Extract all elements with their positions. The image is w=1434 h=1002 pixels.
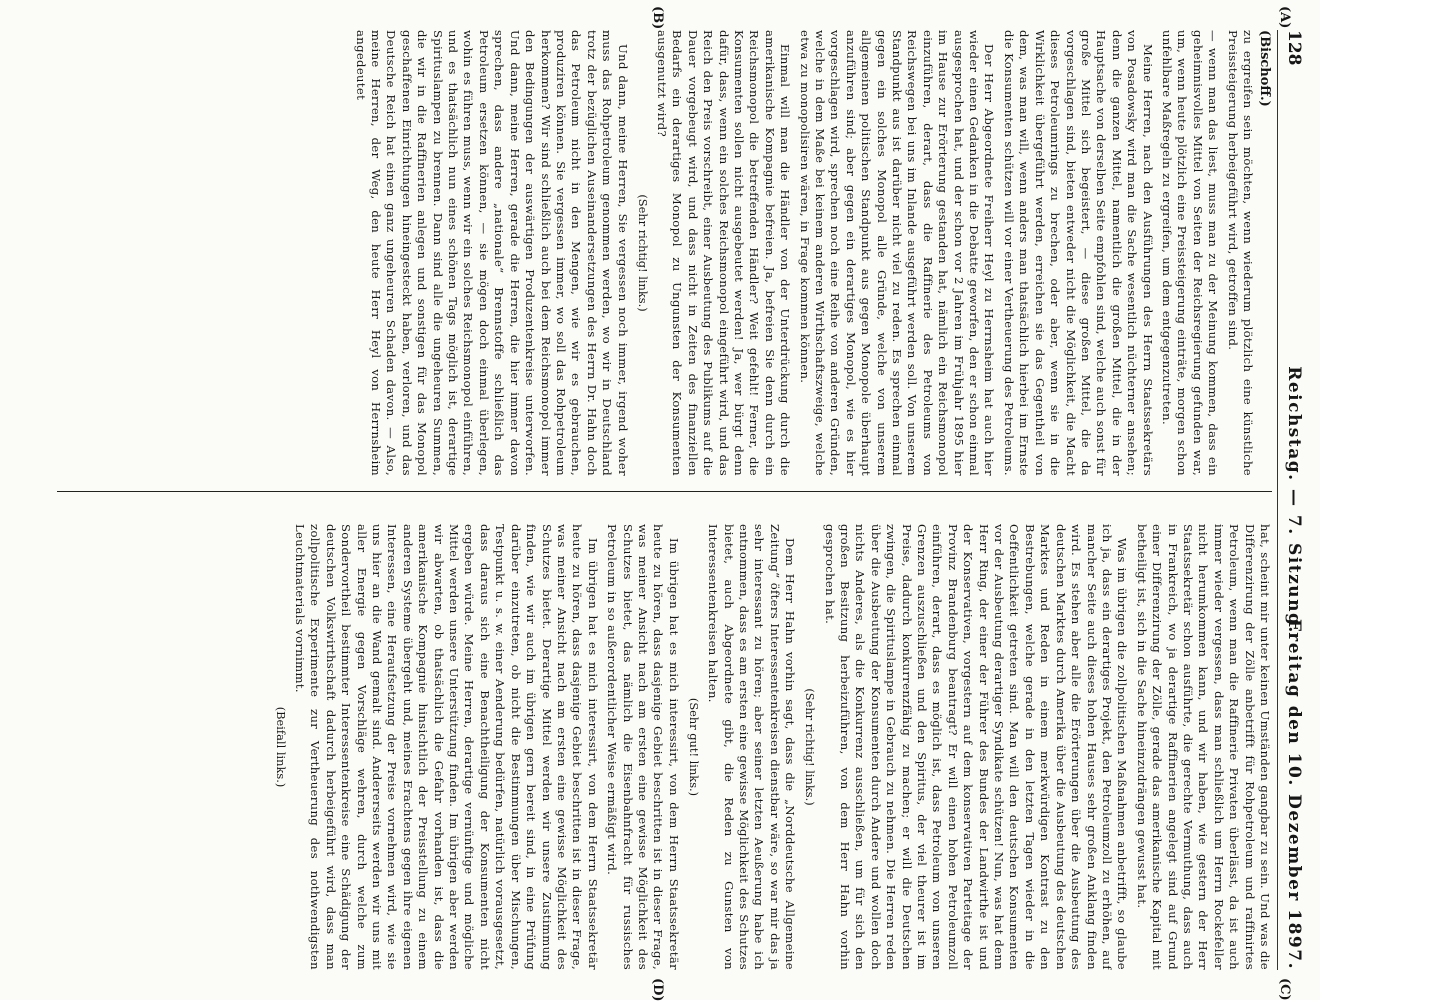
paragraph: Der Herr Abgeordnete Freiherr Heyl zu Herrnsheim hat auch hier wieder einen Gedanken in die Debatte geworfen, den er schon einmal ausgesprochen hat, und der schon vor 2 Jahren im Frühjahr 1895 hier im Hause zur Erörterung gestanden hat, nämlich ein Reichsmonopol einzuführen, derart, dass die Raffinerie des Petroleums von Reichswegen bei uns im Inlande ausgeführt werden soll. Von unserem Standpunkt aus ist darüber nicht viel zu reden. Es sprechen einmal gegen ein solches Monopol alle Gründe, welche von unserem allgemeinen politischen Standpunkt aus gegen Monopole überhaupt anzuführen sind; aber gegen ein derartiges Monopol, wie es hier vorgeschlagen wird, sprechen noch eine Reihe von anderen Gründen, welche in dem Maße bei keinem anderen Wirthschaftszweige, welche etwa zu monopolisiren wären, in Frage kommen können. — [797, 30, 997, 476]
paragraph: Im übrigen hat es mich interessirt, von dem Herrn Staatssekretär heute zu hören, dass dasjenige Gebiet beschritten ist in dieser Frage, was meiner Ansicht nach am ersten eine gewisse Möglichkeit des Schutzes bietet. Derartige Mittel werden wir unsere Zustimmung finden, wie wir auch im übrigen gern bereit sind, in eine Prüfung darüber einzutreten, ob nicht die Bestimmungen über Mischungen, Testpunkt u. s. w. einer Aenderung bedürfen, natürlich vorausgesetzt, dass daraus sich eine Benachtheiligung der Konsumenten nicht ergeben würde. Meine Herren, derartige vernünftige und mögliche Mittel werden unsere Unterstützung finden. Im übrigen aber werden wir abwarten, ob thatsächlich die Gefahr vorhanden ist, dass die amerikanische Kompagnie hinsichtlich der Preisstellung zu einem anderen Systeme übergeht und, meines Erachtens gegen ihre eigenen Interessen, eine Heraufsetzung der Preise vornehmen wird, wie sie uns hier an die Wand gemalt sind. Andererseits werden wir uns mit aller Energie gegen Vorschläge wehren, durch welche zum Sondervortheil bestimmter Interessentenkreise eine Schädigung der deutschen Volkswirthschaft dadurch herbeigeführt wird, dass man zollpolitische Experimente zur Vertheuerung des nothwendigsten Leuchtmaterials vornimmt. — [293, 524, 600, 970]
right-column — [57, 524, 1272, 970]
paragraph: zu ergreifen sein möchten, wenn wiederum plötzlich eine künstliche Preissteigerung herbeigeführt wird, getroffen sind. — [1225, 30, 1255, 476]
speaker-name: (Bischoff.) — [1257, 30, 1272, 107]
page-header — [1277, 30, 1308, 970]
paragraph: Einmal will man die Händler von der Unterdrückung durch die amerikanische Kompagnie befreien. Ja, befreien Sie denn durch ein Reichsmonopol die betreffenden Händler? Weit gefehlt! Ferner, die Konsumenten sollen nicht ausgebeutet werden! Ja, wer bürgt denn dafür, dass, wenn ein solches Reichsmonopol eingeführt wird, und das Reich den Preis vorschreibt, einer Ausbeutung des Publikums auf die Dauer vorgebeugt wird, und dass nicht in Zeiten des finanziellen Bedarfs ein derartiges Monopol zu Ungunsten der Konsumenten ausgenutzt wird? — [654, 30, 793, 476]
paragraph: Meine Herren, nach den Ausführungen des Herrn Staatssekretärs von Posadowsky wird man die Sache wesentlich nüchterner ansehen; denn die ganzen Mittel, namentlich die großen Mittel, die in der Hauptsache von derselben Seite empfohlen sind, welche auch sonst für große Mittel sich begeistert, — diese großen Mittel, die da vorgeschlagen sind, bieten entweder nicht die Möglichkeit, die Macht dieses Petroleumrings zu brechen, oder aber, wenn sie in die Wirklichkeit übergeführt werden, erreichen sie das Gegentheil von dem, was man will, wenn anders man thatsächlich hierbei im Ernste die Konsumenten schützen will vor einer Vertheuerung des Petroleums. — [1001, 30, 1155, 476]
page-title: Reichstag. — 7. Sitzung. — [1284, 366, 1304, 634]
paragraph: Im übrigen hat es mich interessirt, von dem Herrn Staatssekretär heute zu hören, dass dasjenige Gebiet beschritten ist in dieser Frage, was meiner Ansicht nach am ersten eine gewisse Möglichkeit des Schutzes bietet, das nämlich die Eisenbahnfracht für russisches Petroleum in so außerordentlicher Weise ermäßigt wird. — [605, 524, 681, 970]
margin-marker-c: (C) — [1277, 978, 1292, 1001]
margin-marker-b: (B) — [650, 6, 665, 30]
session-date: Freitag den 10. Dezember 1897. — [1284, 619, 1304, 970]
column-divider — [57, 491, 1272, 492]
applause-remark: (Beifall links.) — [273, 706, 288, 788]
paragraph: Und dann, meine Herren, Sie vergessen noch immer, irgend woher muss das Rohpetroleum genommen werden, wo wir in Deutschland trotz der bezüglichen Auseinandersetzungen des Herrn Dr. Hahn doch das Petroleum nicht in den Mengen, wie wir es gebrauchen, produziren können. Sie vergessen immer, wo soll das Rohpetroleum herkommen? Wir sind schließlich auch bei dem Reichsmonopol immer den Bedingungen der auswärtigen Produzentenkreise unterworfen. Und dann, meine Herren, gerade die Herren, die hier immer davon sprechen, dass andere „nationale“ Brennstoffe schließlich das Petroleum ersetzen können, — sie mögen doch einmal überlegen, wohin es führen muss, wenn wir ein solches Reichsmonopol einführen, und es thatsächlich nun eines schönen Tags möglich ist, derartige Spirituslampen zu brennen. Dann sind alle die ungeheuren Summen, die wir in die Raffinerien anlegen und sonstigen für das Monopol geschaffenen Einrichtungen hineingesteckt haben, verloren, und das Deutsche Reich hat einen ganz ungeheuren Schaden davon. — Also, meine Herren, der Weg, den heute Herr Heyl von Herrnsheim angedeutet — [353, 30, 630, 476]
paragraph: Dem Herr Hahn vorhin sagt, dass die „Norddeutsche Allgemeine Zeitung“ öfters Interessentenkreisen dienstbar wäre, so war mir das ja sehr interessant zu hören; aber seiner letzten Aeußerung habe ich entnommen, dass es am ersten eine gewisse Möglichkeit des Schutzes bietet, auch Abgeordnete gibt, die Reden zu Gunsten von Interessentenkreisen halten. — [706, 524, 798, 970]
margin-marker-a: (A) — [1277, 6, 1292, 29]
paragraph: hat, scheint mir unter keinen Umständen gangbar zu sein. Und was die Differenzirung der Zölle anbetrifft für Rohpetroleum und raffinirtes Petroleum, wenn man die Raffinerie Privaten überlässt, da ist auch immer wieder vergessen, dass man schließlich um Herrn Rockefeller nicht herumkommen kann, und wir haben, wie gestern der Herr Staatssekretär schon ausführte, die gerechte Vermuthung, dass auch in Frankreich, wo ja derartige Raffinerien angelegt sind auf Grund einer Differenzirung der Zölle, gerade das amerikanische Kapital mit betheiligt ist, sich in die Sache hineinzudrängen gewusst hat. — [1134, 524, 1272, 970]
applause-remark: (Sehr richtig! links.) — [803, 688, 818, 806]
paragraph: Was im übrigen die zollpolitischen Maßnahmen anbetrifft, so glaube ich ja, dass ein derartiges Projekt, den Petroleumzoll zu erhöhen, auf mancher Seite auch dieses hohen Hauses sehr großen Anklang finden wird. Es stehen aber alle die Erörterungen über die Ausbeutung des deutschen Marktes durch Amerika über die Ausbeutung des deutschen Marktes und Reden in einem merkwürdigen Kontrast zu den Bestrebungen, welche gerade in den letzten Tagen wieder in die Oeffentlichkeit getreten sind. Man will den deutschen Konsumenten vor der Ausbeutung derartiger Syndikate schützen! Nun, was hat denn Herr Ring, der einer der Führer des Bundes der Landwirthe ist und der Konservativen, vorgestern auf dem konservativen Parteitage der Provinz Brandenburg beantragt? Er will einen hohen Petroleumzoll einführen, derart, dass es möglich ist, dass Petroleum von unseren Grenzen auszuschließen und den Spiritus, der viel theurer ist im Preise, dadurch konkurrenzfähig zu machen; er will die Deutschen zwingen, die Spirituslampe in Gebrauch zu nehmen. Die Herren reden über die Ausbeutung der Konsumenten durch Andere und wollen doch nichts Anderes, als die Konkurrenz ausschließen, um für sich den großen Besitzung herbeizuführen, von dem Herr Hahn vorhin gesprochen hat. — [822, 524, 1130, 970]
applause-remark: (Sehr richtig! links.) — [635, 194, 650, 312]
applause-remark: (Sehr gut! links.) — [686, 697, 701, 797]
left-column — [57, 30, 1272, 476]
paragraph: — wenn man das liest, muss man zu der Meinung kommen, dass ein geheimnisvolles Mittel von Seiten der Reichsregierung gefunden war, um, wenn heute plötzlich eine Preissteigerung einträte, morgen schon unfehlbare Maßregeln zu ergreifen, um dem entgegenzutreten. — [1159, 30, 1221, 476]
margin-marker-d: (D) — [650, 978, 665, 1002]
page-number: 128 — [1284, 30, 1304, 66]
